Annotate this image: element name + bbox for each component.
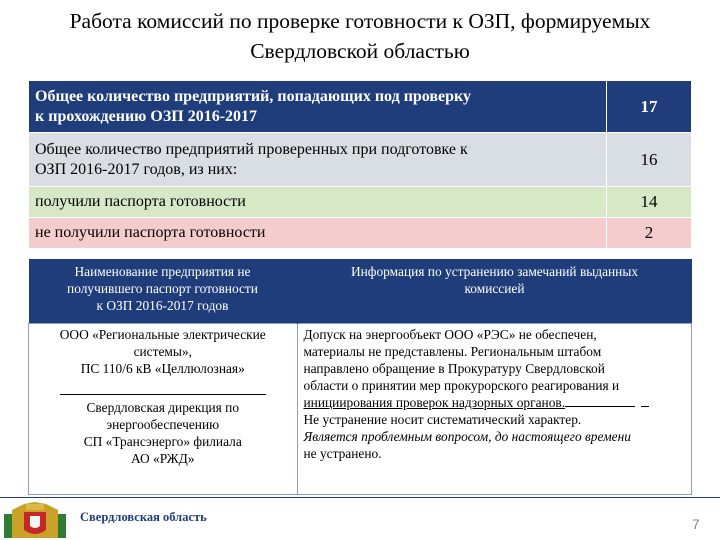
- summary-row-not-received: [29, 218, 692, 249]
- enterprise-list: ООО «Региональные электрические системы», ПС 110/6 кВ «Целлюлозная» Свердловская дирекция по энергообеспечению СП «Трансэнерго» филиала АО «РЖД»: [29, 324, 298, 495]
- summary-label: Общее количество предприятий проверенных при подготовке к ОЗП 2016-2017 годов, из них:: [29, 133, 607, 187]
- divider: [60, 394, 266, 395]
- summary-label: получили паспорта готовности: [29, 187, 607, 218]
- details-header-row: [29, 259, 692, 324]
- summary-value: 17: [607, 81, 692, 133]
- header-remediation-info: Информация по устранению замечаний выданных комиссией: [297, 259, 692, 324]
- header-enterprise-name: Наименование предприятия не получившего паспорт готовности к ОЗП 2016-2017 годов: [29, 259, 298, 324]
- summary-row-received: [29, 187, 692, 218]
- summary-row-total: [29, 81, 692, 133]
- summary-row-checked: [29, 133, 692, 187]
- org-1-name: ООО «Региональные электрические: [59, 327, 266, 342]
- remediation-paragraph-1: Допуск на энергообъект ООО «РЭС» не обеспечен, материалы не представлены. Региональным штабом направлено обращение в Прокуратуру Свердловской области о принятии мер прокурорского реагирования и инициирования проверок надзорных органов.: [304, 326, 686, 411]
- page-title: [20, 6, 700, 66]
- summary-value: 16: [607, 133, 692, 187]
- footer-divider: [0, 497, 720, 498]
- details-table: [28, 259, 692, 495]
- remediation-paragraph-2: Не устранение носит систематический характер. Является проблемным вопросом, до настоящего времени не устранено.: [303, 412, 631, 461]
- summary-label: не получили паспорта готовности: [29, 218, 607, 249]
- title-line-2: Свердловской областью: [250, 39, 470, 63]
- page-number: 7: [692, 516, 700, 532]
- summary-value: 14: [607, 187, 692, 218]
- remediation-text: [297, 324, 692, 495]
- summary-table: [28, 80, 692, 249]
- details-body-row: [29, 324, 692, 495]
- footer-region: Свердловская область: [80, 510, 207, 524]
- summary-value: 2: [607, 218, 692, 249]
- org-2-name: Свердловская дирекция по: [86, 400, 240, 415]
- sverdlovsk-coat-of-arms-icon: [4, 500, 66, 540]
- title-line-1: Работа комиссий по проверке готовности к ОЗП, формируемых: [69, 9, 651, 33]
- summary-label: Общее количество предприятий, попадающих под проверку к прохождению ОЗП 2016-2017: [29, 81, 607, 133]
